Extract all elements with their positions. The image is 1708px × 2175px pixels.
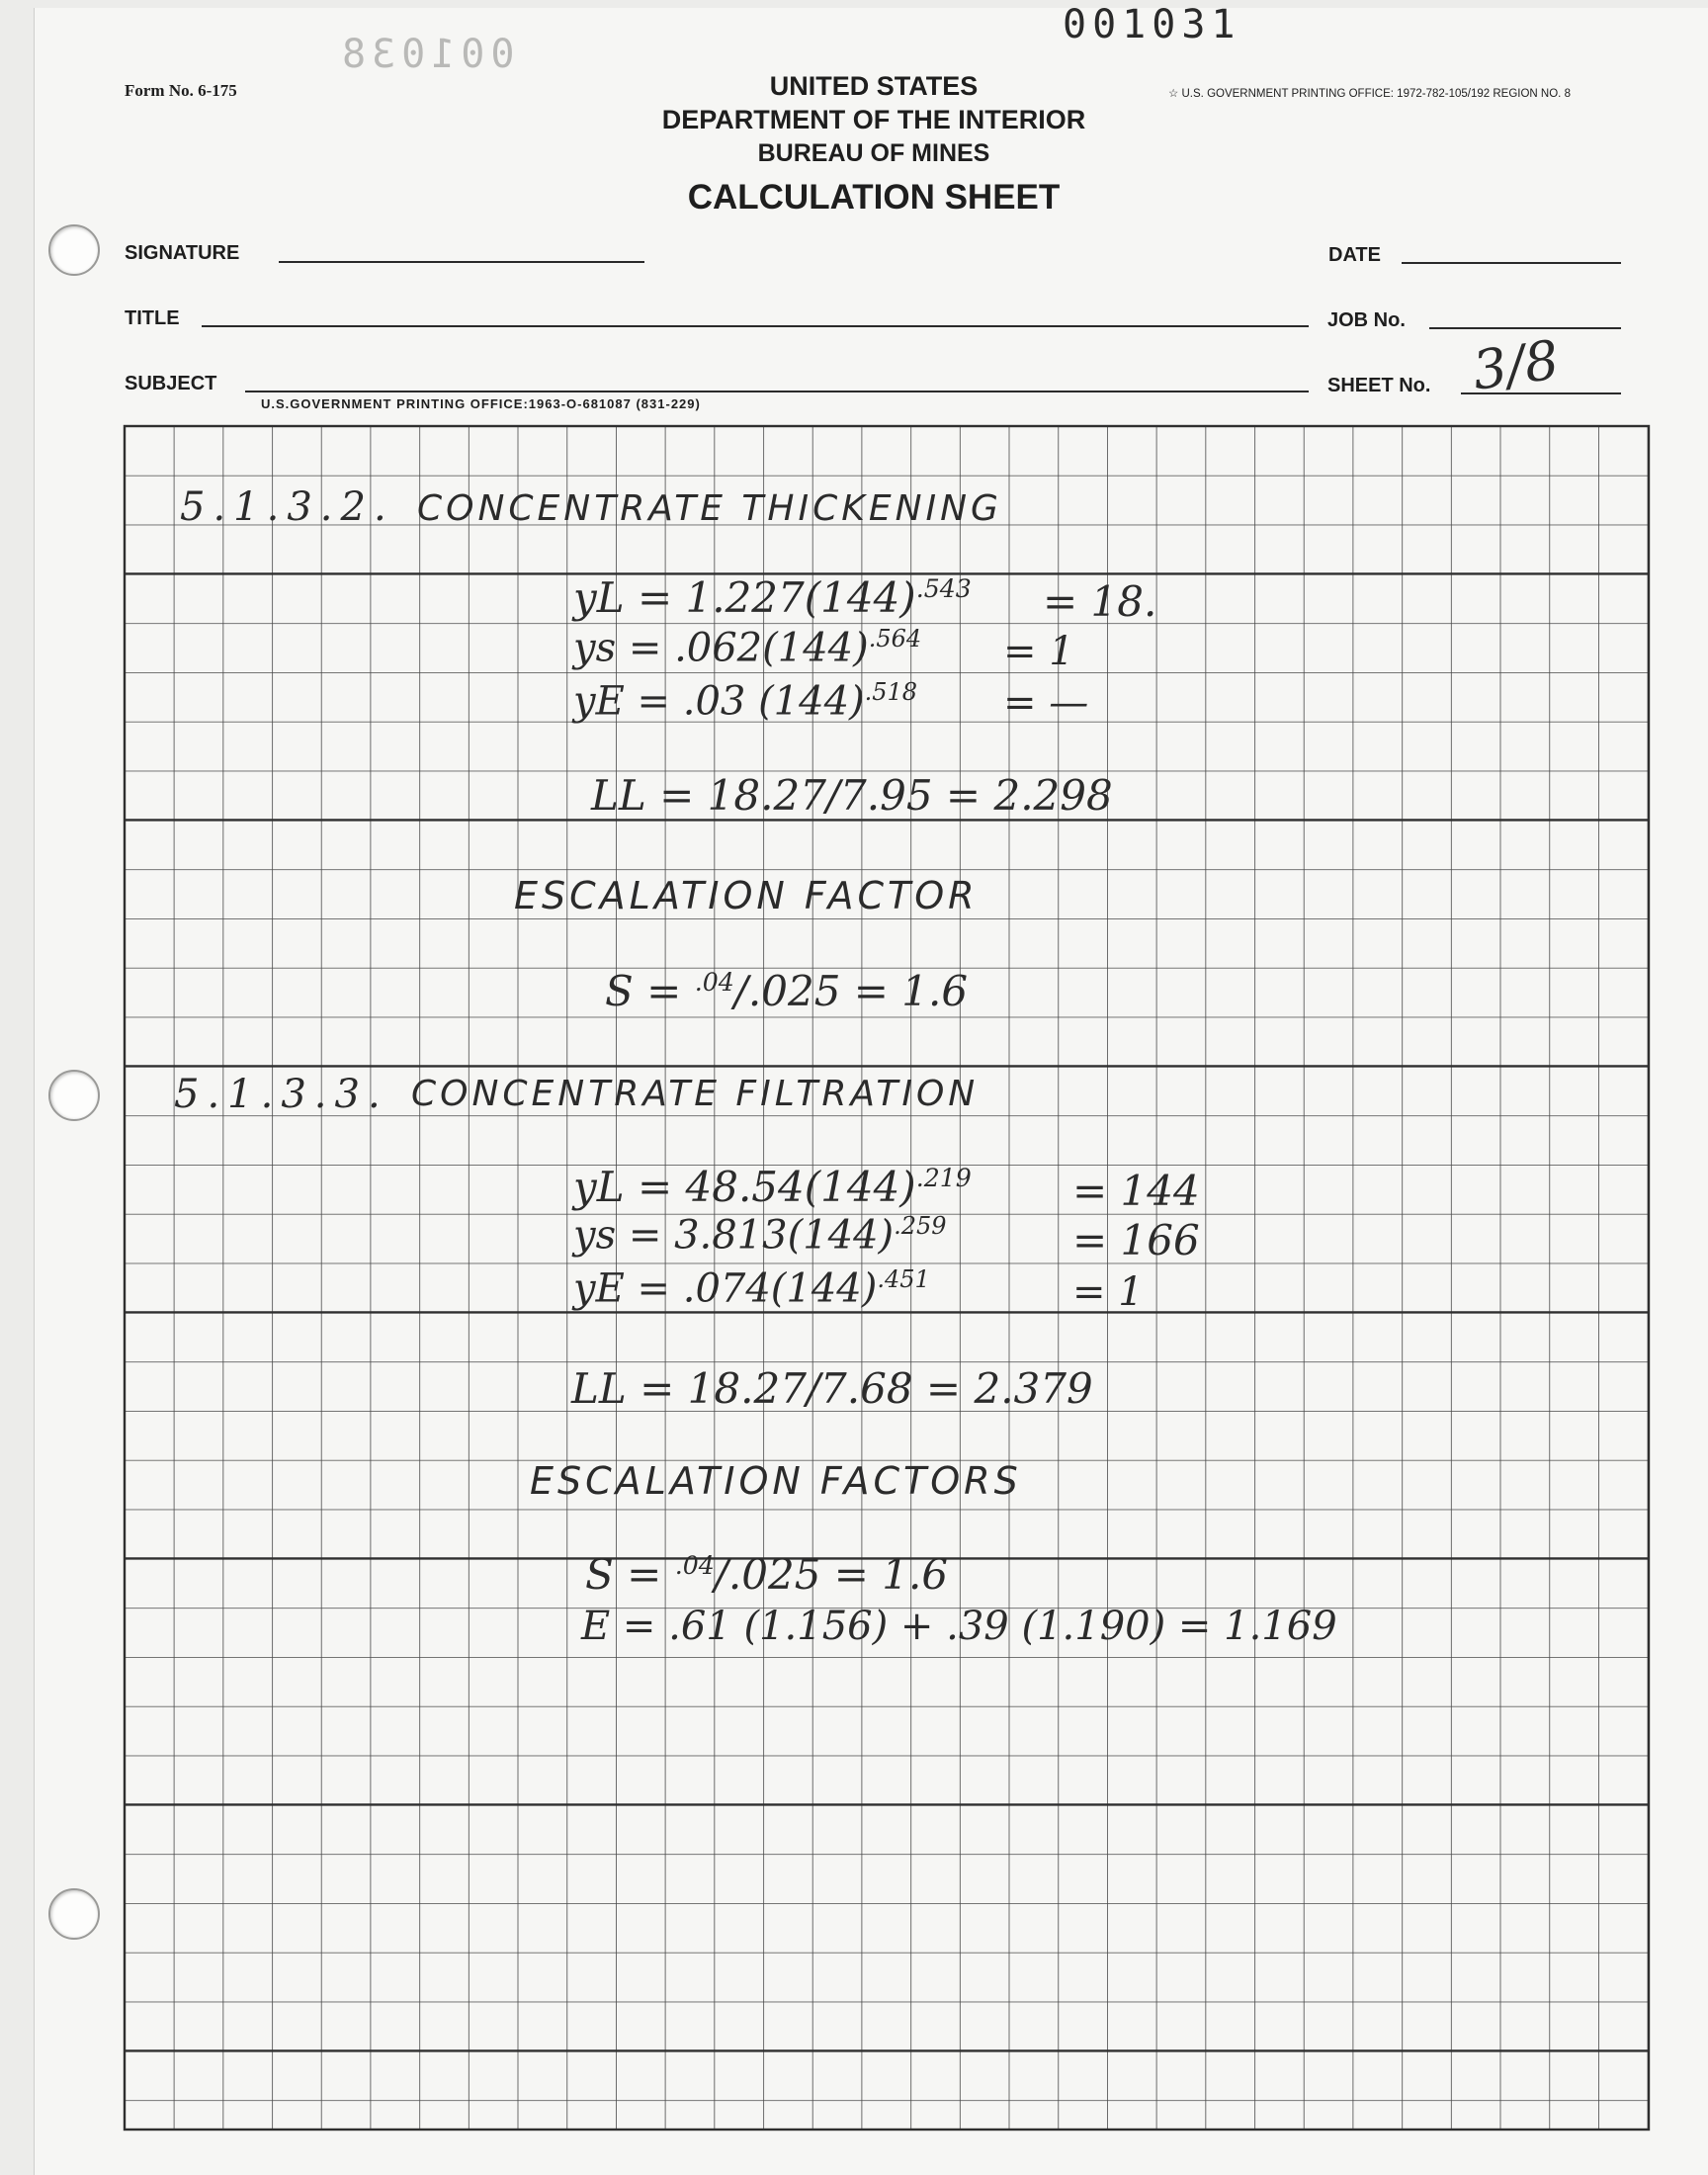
equation-exponent: .543 (915, 574, 972, 603)
sheet-no-value: 3/8 (1469, 328, 1563, 402)
equation-lhs: yE = .074(144) (573, 1265, 878, 1312)
s-prefix: S = (605, 967, 682, 1015)
printing-office-imprint: U.S.GOVERNMENT PRINTING OFFICE:1963-O-681087 (831-229) (261, 396, 701, 411)
equation-lhs: yE = .03 (144) (573, 678, 865, 725)
escalation-heading: ESCALATION FACTOR (514, 874, 979, 917)
job-no-label: JOB No. (1327, 309, 1406, 331)
escalation-s-line (605, 967, 968, 1015)
s-numerator: .04 (694, 968, 734, 997)
equation-result: = 18. (1043, 577, 1157, 626)
equation-row (573, 1265, 930, 1311)
escalation-s-line (585, 1550, 948, 1599)
equation-result: = 1 (1003, 629, 1074, 674)
equation-exponent: .259 (894, 1212, 947, 1240)
escalation-heading: ESCALATION FACTORS (530, 1459, 1022, 1503)
bureau-name: BUREAU OF MINES (757, 139, 990, 167)
equation-row (573, 1212, 947, 1258)
equation-result: = 1 (1072, 1269, 1144, 1315)
sheet-no-label: SHEET No. (1327, 375, 1431, 396)
section-heading: CONCENTRATE THICKENING (417, 488, 1002, 529)
agency-name: UNITED STATES (769, 71, 979, 101)
mirrored-number-stamp: 001038 (336, 32, 515, 77)
s-remainder: /.025 = 1.6 (733, 967, 969, 1015)
escalation-e-line: E = .61 (1.156) + .39 (1.190) = 1.169 (581, 1604, 1337, 1649)
equation-exponent: .518 (864, 678, 918, 706)
signature-label: SIGNATURE (125, 242, 240, 264)
equation-lhs: ys = 3.813(144) (573, 1212, 895, 1259)
equation-exponent: .564 (868, 625, 922, 652)
printing-office-note: ☆ U.S. GOVERNMENT PRINTING OFFICE: 1972-782-105/192 REGION NO. 8 (1168, 88, 1571, 100)
equation-result: = 144 (1072, 1167, 1200, 1215)
department-name: DEPARTMENT OF THE INTERIOR (661, 105, 1086, 134)
sheet-title: CALCULATION SHEET (687, 178, 1061, 217)
ratio-line: LL = 18.27/7.95 = 2.298 (591, 771, 1113, 820)
form-number: Form No. 6-175 (125, 81, 237, 100)
equation-result: = 166 (1072, 1216, 1200, 1264)
subject-label: SUBJECT (125, 373, 217, 394)
section-number: 5.1.3.3. (174, 1072, 388, 1117)
date-label: DATE (1328, 244, 1381, 266)
title-label: TITLE (125, 307, 180, 329)
equation-row (573, 573, 972, 622)
equation-row (573, 625, 921, 670)
equation-lhs: yL = 48.54(144) (573, 1163, 916, 1211)
equation-exponent: .219 (915, 1164, 972, 1192)
equation-exponent: .451 (877, 1265, 930, 1293)
section-heading: CONCENTRATE FILTRATION (411, 1074, 980, 1114)
equation-lhs: ys = .062(144) (573, 625, 869, 671)
document-number-stamp: 001031 (1063, 2, 1241, 47)
equation-row (573, 1163, 972, 1211)
s-prefix: S = (585, 1550, 662, 1599)
s-remainder: /.025 = 1.6 (714, 1550, 949, 1599)
equation-result: = — (1003, 680, 1089, 726)
ratio-line: LL = 18.27/7.68 = 2.379 (571, 1364, 1093, 1413)
section-number: 5.1.3.2. (180, 484, 394, 530)
equation-row (573, 678, 917, 724)
s-numerator: .04 (674, 1551, 715, 1580)
equation-lhs: yL = 1.227(144) (573, 573, 916, 622)
